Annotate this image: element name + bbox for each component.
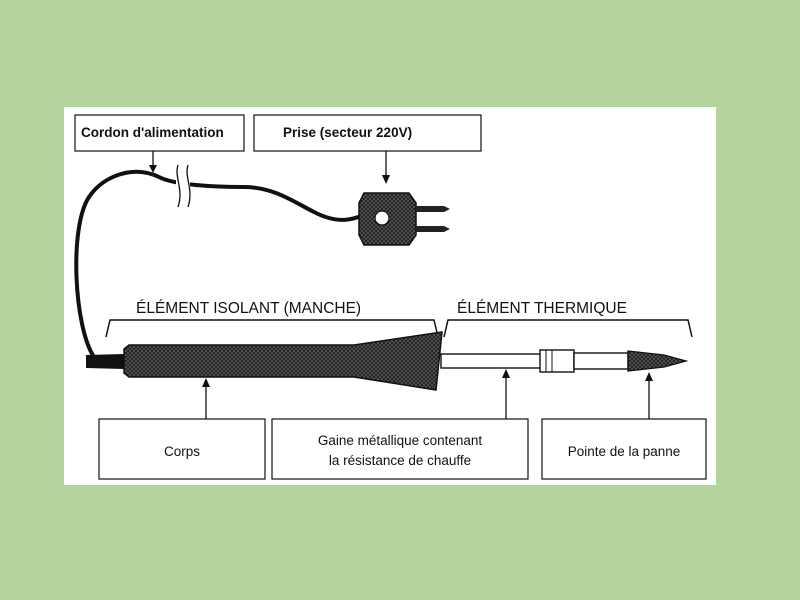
cord-break-marks [176,165,190,207]
isolant-label: ÉLÉMENT ISOLANT (MANCHE) [136,300,362,317]
pointe-arrow [645,372,653,419]
iron-tail [86,354,124,369]
gaine-label-line2: la résistance de chauffe [328,453,472,468]
prise-arrow [382,151,390,184]
thermique-bracket [444,320,692,337]
iron-tip [628,351,686,371]
corps-label: Corps [163,444,201,459]
gaine-label-box [272,419,528,479]
iron-handle [124,332,442,390]
soldering-iron-diagram [64,107,716,485]
corps-label-box [99,419,265,479]
gaine-arrow [502,369,510,419]
power-cord [76,172,364,357]
isolant-bracket [106,320,438,337]
metal-sheath [441,354,541,368]
tip-collar [540,350,628,372]
cordon-label-box [75,115,244,151]
pointe-label: Pointe de la panne [567,444,681,459]
pointe-label-box [542,419,706,479]
cordon-arrow [149,151,157,173]
gaine-label-line1: Gaine métallique contenant [317,433,483,448]
diagram-panel [64,107,716,485]
cordon-label: Cordon d'alimentation [81,125,224,140]
prise-label: Prise (secteur 220V) [283,125,413,140]
plug [359,193,450,245]
prise-label-box [254,115,481,151]
corps-arrow [202,378,210,419]
thermique-label: ÉLÉMENT THERMIQUE [457,300,627,317]
